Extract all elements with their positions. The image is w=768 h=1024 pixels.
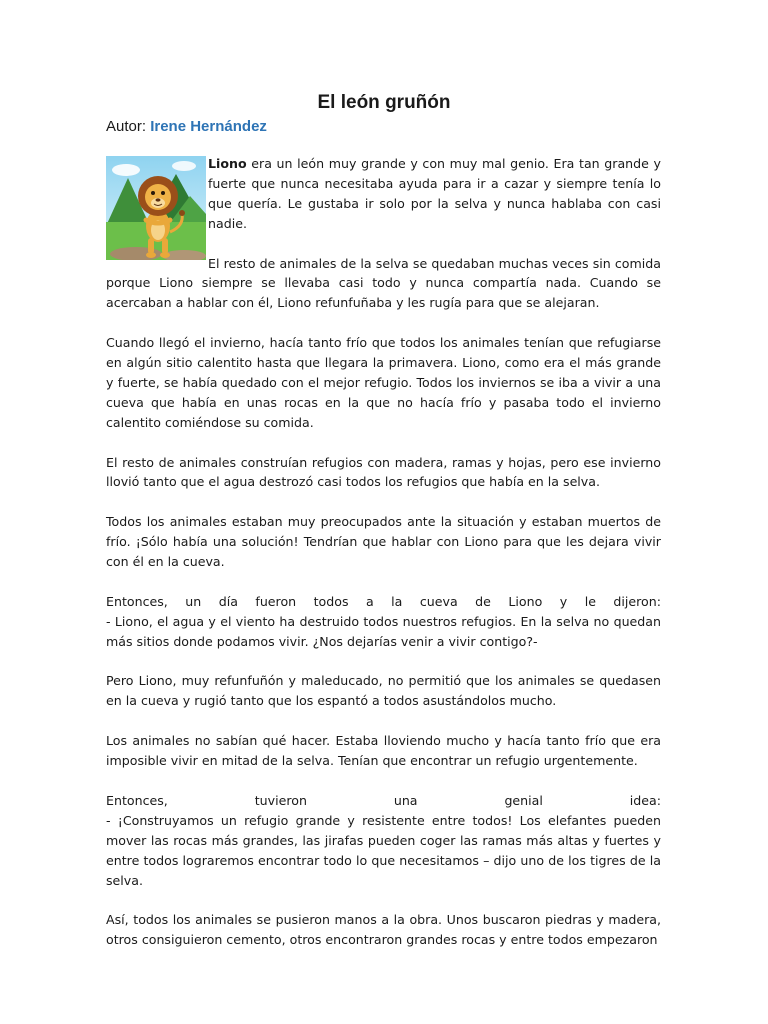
document-title: El león gruñón bbox=[317, 92, 451, 113]
paragraph-9-dialogue: - ¡Construyamos un refugio grande y resistente entre todos! Los elefantes pueden mover las rocas más grandes, las jirafas pueden coger las ramas más altas y fuertes y entre todos lograremos encontrar todo lo que necesitamos – dijo uno de los tigres de la selva. bbox=[106, 812, 661, 888]
paragraph-5: Todos los animales estaban muy preocupados ante la situación y estaban muertos de frío. ¡Sólo había una solución! Tendrían que hablar con Liono para que les dejara vivir con él en la cueva. bbox=[106, 514, 661, 570]
paragraph-6-dialogue: - Liono, el agua y el viento ha destruido todos nuestros refugios. En la selva no quedan más sitios donde podamos vivir. ¿Nos dejarías venir a vivir contigo?- bbox=[106, 613, 661, 649]
paragraph-7: Pero Liono, muy refunfuñón y maleducado, no permitió que los animales se quedasen en la cueva y rugió tanto que los espantó a todos asustándolos mucho. bbox=[106, 673, 661, 709]
paragraph-8: Los animales no sabían qué hacer. Estaba lloviendo mucho y hacía tanto frío que era imposible vivir en mitad de la selva. Tenían que encontrar un refugio urgentemente. bbox=[106, 733, 661, 769]
paragraph-1-text: era un león muy grande y con muy mal genio. Era tan grande y fuerte que nunca necesitaba ayuda para ir a cazar y siempre tenía lo que quería. Le gustaba ir solo por la selva y nunca hablaba con casi nadie. bbox=[208, 156, 661, 231]
author-name: Irene Hernández bbox=[150, 118, 267, 135]
author-line bbox=[106, 118, 267, 135]
paragraph-9-line-1: Entonces, tuvieron una genial idea: bbox=[106, 792, 661, 808]
story-body bbox=[106, 154, 661, 970]
paragraph-6-line-1: Entonces, un día fueron todos a la cueva de Liono y le dijeron: bbox=[106, 593, 661, 609]
paragraph-4: El resto de animales construían refugios con madera, ramas y hojas, pero ese invierno llovió tanto que el agua destrozó casi todos los refugios que había en la selva. bbox=[106, 454, 661, 490]
character-name: Liono bbox=[208, 156, 247, 171]
illustration-space bbox=[106, 154, 208, 258]
author-label: Autor: bbox=[106, 118, 147, 135]
paragraph-10: Así, todos los animales se pusieron manos a la obra. Unos buscaron piedras y madera, otros consiguieron cemento, otros encontraron grandes rocas y entre todos empezaron bbox=[106, 912, 661, 948]
paragraph-3: Cuando llegó el invierno, hacía tanto frío que todos los animales tenían que refugiarse en algún sitio calentito hasta que llegara la primavera. Liono, como era el más grande y fuerte, se había quedado con el mejor refugio. Todos los inviernos se iba a vivir a una cueva que había en unas rocas en la que no hacía frío y pasaba todo el invierno calentito comiéndose su comida. bbox=[106, 335, 661, 430]
paragraph-9 bbox=[106, 791, 661, 891]
paragraph-2: El resto de animales de la selva se quedaban muchas veces sin comida porque Liono siempre se llevaba casi todo y nunca compartía nada. Cuando se acercaban a hablar con él, Liono refunfuñaba y les rugía para que se alejaran. bbox=[106, 255, 661, 311]
paragraph-6 bbox=[106, 592, 661, 652]
